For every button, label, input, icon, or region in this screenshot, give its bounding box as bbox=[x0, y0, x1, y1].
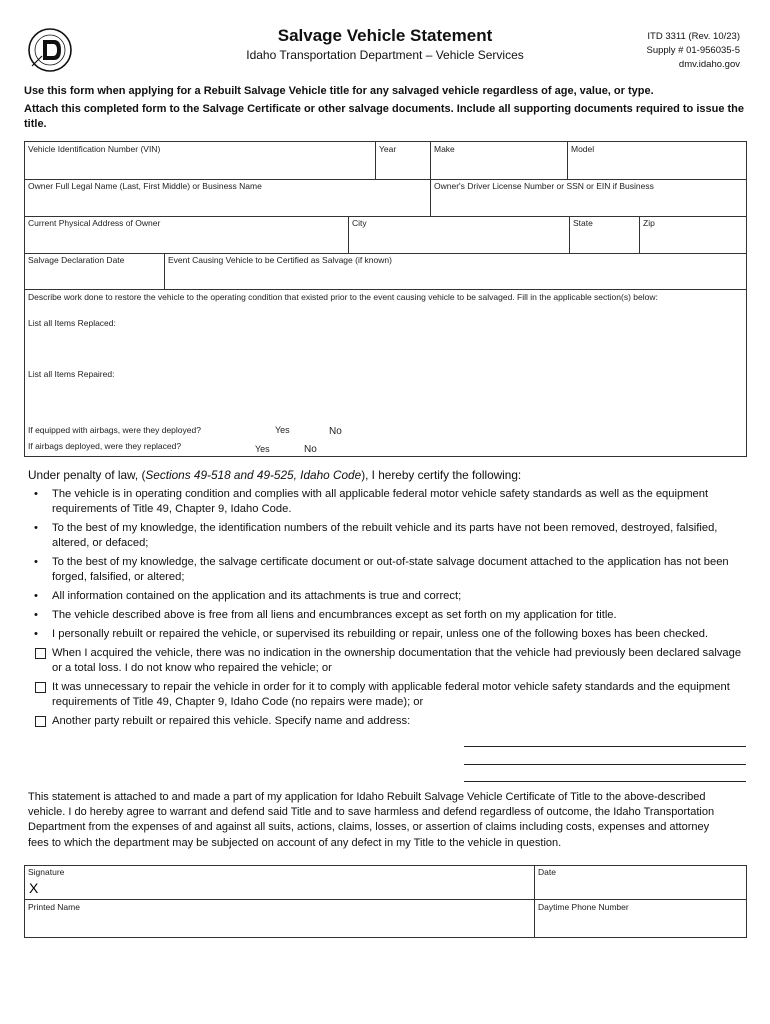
bullet-text: I personally rebuilt or repaired the vehicle, or supervised its rebuilding or repair, unless one of the following boxes has been checked. bbox=[52, 628, 709, 640]
certification-bullet: • To the best of my knowledge, the salvage certificate document or out-of-state salvage document attached to the application has not been forged, falsified, or altered; bbox=[34, 556, 729, 583]
certification-intro bbox=[28, 468, 748, 483]
form-title: Salvage Vehicle Statement bbox=[277, 26, 493, 45]
form-meta bbox=[647, 30, 741, 72]
another-party-line-2[interactable] bbox=[464, 764, 746, 765]
vehicle-info-form bbox=[24, 141, 747, 457]
certification-bullet: • I personally rebuilt or repaired the vehicle, or supervised its rebuilding or repair, unless one of the following boxes has been checked. bbox=[34, 628, 709, 640]
checkbox-row-unknown-repairer bbox=[28, 646, 748, 676]
instructions bbox=[24, 84, 746, 135]
items-replaced-label: List all Items Replaced: bbox=[28, 318, 116, 328]
airbags-replaced-no[interactable]: No bbox=[304, 444, 317, 455]
certification-bullet: • To the best of my knowledge, the identification numbers of the rebuilt vehicle and its parts have not been removed, destroyed, falsified, altered, or defaced; bbox=[34, 522, 718, 549]
certification-bullets bbox=[28, 487, 748, 642]
supply-number: Supply # 01-956035-5 bbox=[646, 45, 740, 56]
model-label: Model bbox=[571, 144, 595, 154]
airbags-replaced-question: If airbags deployed, were they replaced? bbox=[28, 441, 182, 451]
phone-label: Daytime Phone Number bbox=[538, 902, 629, 912]
items-repaired-label: List all Items Repaired: bbox=[28, 369, 115, 379]
airbags-replaced-yes[interactable]: Yes bbox=[255, 444, 270, 454]
bullet-text: To the best of my knowledge, the identification numbers of the rebuilt vehicle and its parts have not been removed, destroyed, falsified, altered, or defaced; bbox=[52, 522, 718, 549]
year-label: Year bbox=[379, 144, 397, 154]
airbags-deployed-no[interactable]: No bbox=[329, 426, 342, 437]
certification-bullet: • All information contained on the application and its attachments is true and correct; bbox=[34, 590, 462, 602]
certification-bullet: • The vehicle is in operating condition and complies with all applicable federal motor vehicle safety standards as well as the equipment requirements of Title 49, Chapter 9, Idaho Code. bbox=[34, 488, 709, 515]
checkbox-row-no-repairs bbox=[28, 680, 748, 710]
form-id: ITD 3311 (Rev. 10/23) bbox=[647, 31, 740, 42]
intro-code-citation: Sections 49-518 and 49-525, Idaho Code bbox=[145, 468, 362, 482]
signature-x-mark: X bbox=[29, 880, 39, 896]
printed-name-label: Printed Name bbox=[28, 902, 80, 912]
checkbox[interactable] bbox=[35, 682, 46, 693]
checkbox-label: When I acquired the vehicle, there was no indication in the ownership documentation that the vehicle had previously been declared salvage or a total loss. I do not know who repaired the vehicle; or bbox=[52, 647, 742, 674]
zip-label: Zip bbox=[643, 218, 655, 228]
event-cause-label: Event Causing Vehicle to be Certified as Salvage (if known) bbox=[168, 255, 392, 265]
salvage-date-label: Salvage Declaration Date bbox=[28, 255, 125, 265]
airbags-deployed-question: If equipped with airbags, were they deployed? bbox=[28, 425, 201, 435]
bullet-text: The vehicle is in operating condition and complies with all applicable federal motor vehicle safety standards as well as the equipment requirements of Title 49, Chapter 9, Idaho Code. bbox=[52, 488, 709, 515]
owner-license-label: Owner's Driver License Number or SSN or EIN if Business bbox=[434, 181, 654, 191]
city-label: City bbox=[352, 218, 367, 228]
bullet-text: The vehicle described above is free from all liens and encumbrances except as set forth on my application for title. bbox=[52, 609, 617, 621]
intro-text-b: ), I hereby certify the following: bbox=[361, 468, 522, 482]
vin-label: Vehicle Identification Number (VIN) bbox=[28, 144, 161, 154]
checkbox-label: It was unnecessary to repair the vehicle in order for it to comply with applicable federal motor vehicle safety standards and the equipment requirements of Title 49, Chapter 9, Idaho Code (no repairs were made); or bbox=[52, 681, 730, 708]
bullet-text: All information contained on the application and its attachments is true and correct; bbox=[52, 590, 462, 602]
checkbox-row-another-party bbox=[28, 714, 748, 729]
make-label: Make bbox=[434, 144, 455, 154]
owner-name-label: Owner Full Legal Name (Last, First Middle) or Business Name bbox=[28, 181, 262, 191]
certification-bullet: • The vehicle described above is free from all liens and encumbrances except as set forth on my application for title. bbox=[34, 609, 617, 621]
signature-label: Signature bbox=[28, 867, 65, 877]
instruction-line-1: Use this form when applying for a Rebuilt Salvage Vehicle title for any salvaged vehicle regardless of age, value, or type. bbox=[24, 85, 654, 97]
bullet-text: To the best of my knowledge, the salvage certificate document or out-of-state salvage document attached to the application has not been forged, falsified, or altered; bbox=[52, 556, 729, 583]
airbags-deployed-yes[interactable]: Yes bbox=[275, 425, 290, 435]
date-label: Date bbox=[538, 867, 556, 877]
checkbox[interactable] bbox=[35, 648, 46, 659]
state-label: State bbox=[573, 218, 593, 228]
checkbox-label: Another party rebuilt or repaired this vehicle. Specify name and address: bbox=[52, 715, 411, 727]
form-subtitle: Idaho Transportation Department – Vehicle Services bbox=[246, 48, 524, 62]
another-party-line-3[interactable] bbox=[464, 781, 746, 782]
address-label: Current Physical Address of Owner bbox=[28, 218, 161, 228]
instruction-line-2: Attach this completed form to the Salvage Certificate or other salvage documents. Include all supporting documents required to issue the title. bbox=[24, 103, 745, 130]
describe-work-label: Describe work done to restore the vehicle to the operating condition that existed prior to the event causing vehicle to be salvaged. Fill in the applicable section(s) below: bbox=[28, 292, 658, 302]
checkbox[interactable] bbox=[35, 716, 46, 727]
website: dmv.idaho.gov bbox=[678, 59, 740, 70]
signature-block bbox=[24, 865, 747, 938]
intro-text-a: Under penalty of law, ( bbox=[28, 468, 146, 482]
another-party-line-1[interactable] bbox=[464, 746, 746, 747]
indemnity-statement: This statement is attached to and made a part of my application for Idaho Rebuilt Salvage Vehicle Certificate of Title to the above-described vehicle. I do hereby agree to warrant and defend said Title and to save harmless and defend regardless of outcome, the Idaho Transportation Department from the expenses of and against all suits, actions, claims, losses, or assertion of claims including costs, expenses and attorney fees to which the department may be subjected on account of any defect in my Title to the vehicle in question. bbox=[28, 791, 715, 849]
certification-section bbox=[28, 468, 748, 733]
